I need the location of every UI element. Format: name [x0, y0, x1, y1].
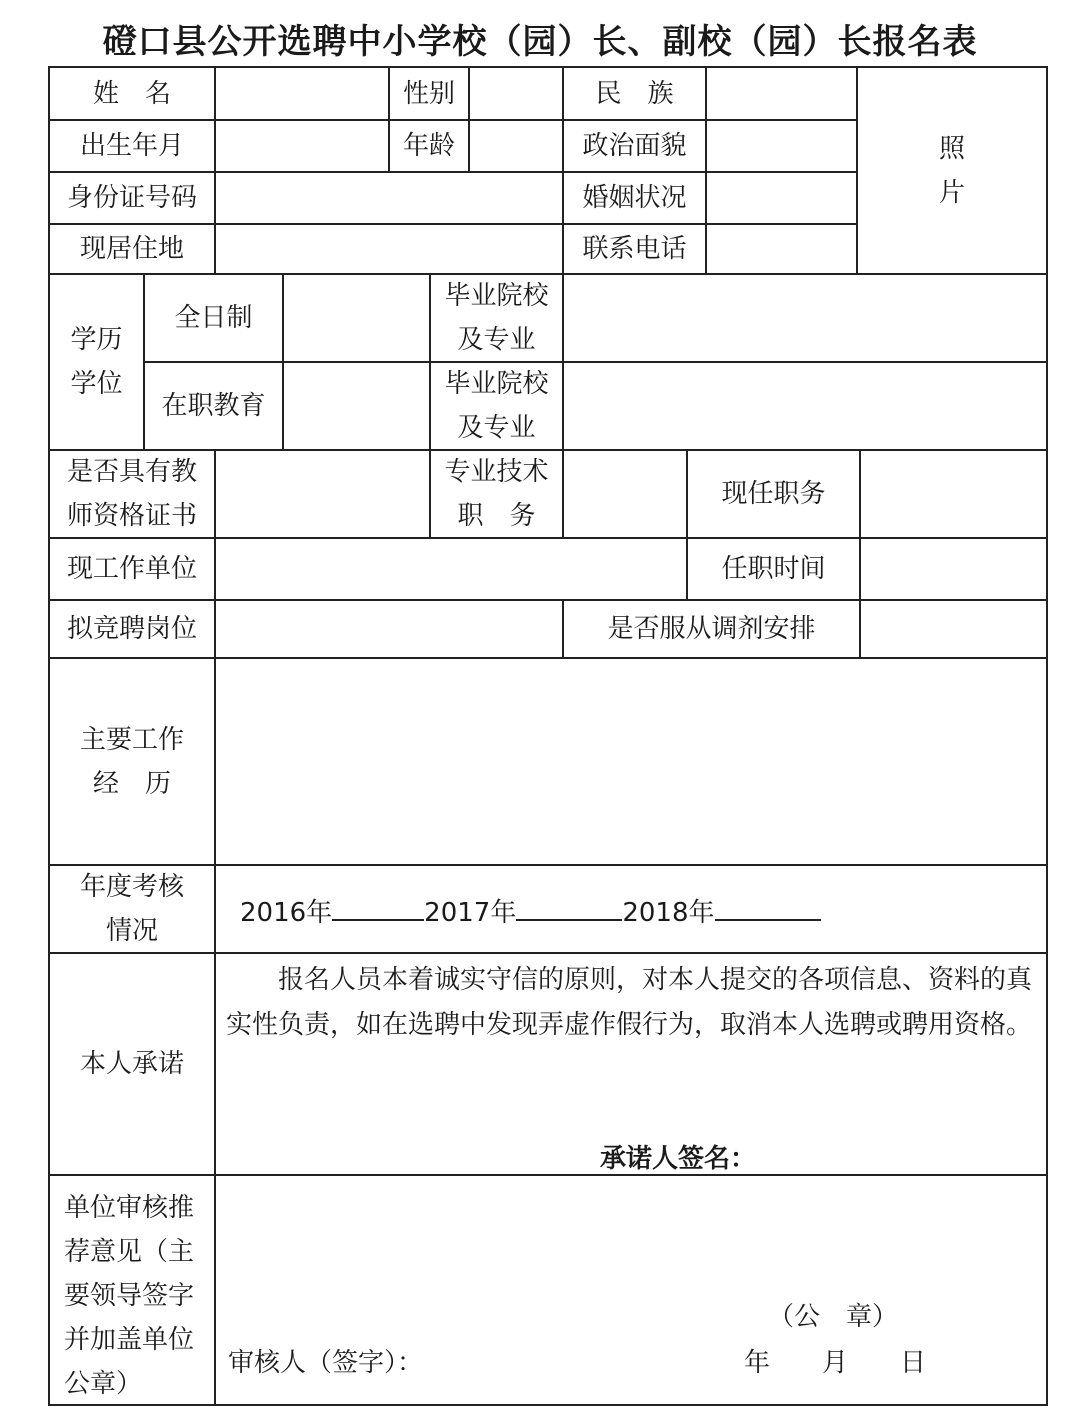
- gender-field[interactable]: [468, 66, 564, 121]
- label-school-line1: 毕业院校: [444, 281, 549, 311]
- label-birth: 出生年月: [48, 119, 216, 173]
- fulltime-school-field[interactable]: [562, 273, 1048, 363]
- photo-label-1: 照: [938, 133, 965, 164]
- experience-field[interactable]: [214, 657, 1048, 866]
- official-seal-label: （公 章）: [768, 1302, 899, 1332]
- photo-box[interactable]: [856, 66, 1048, 275]
- label-experience-line1: 主要工作: [79, 724, 184, 755]
- label-political: 政治面貌: [562, 119, 707, 173]
- label-work-unit: 现工作单位: [48, 537, 216, 601]
- year-2018-blank[interactable]: [715, 893, 821, 921]
- name-field[interactable]: [214, 66, 390, 121]
- pledge-signature: 承诺人签名：: [600, 1144, 757, 1174]
- label-inservice-school: [429, 361, 564, 451]
- label-id-number: 身份证号码: [48, 171, 216, 225]
- label-teacher-cert-line2: 师资格证书: [66, 501, 197, 531]
- form-title: 磴口县公开选聘中小学校（园）长、副校（园）长报名表: [102, 22, 978, 62]
- current-post-field[interactable]: [859, 449, 1048, 539]
- year-2016-blank[interactable]: [332, 893, 424, 921]
- label-prof-title-line2: 职 务: [457, 501, 536, 531]
- label-review: [48, 1174, 216, 1406]
- label-school-line2: 及专业: [457, 325, 536, 355]
- inservice-degree-field[interactable]: [282, 361, 431, 451]
- label-review-line5: 公章）: [64, 1369, 143, 1399]
- label-school-line1: 毕业院校: [444, 369, 549, 399]
- label-review-line2: 荐意见（主: [64, 1237, 195, 1267]
- marital-field[interactable]: [705, 171, 858, 225]
- label-appraisal-line2: 情况: [105, 916, 158, 946]
- fulltime-degree-field[interactable]: [282, 273, 431, 363]
- label-education-line2: 学位: [70, 369, 123, 399]
- label-current-post: 现任职务: [686, 449, 861, 539]
- photo-label-2: 片: [938, 177, 965, 208]
- label-phone: 联系电话: [562, 223, 707, 275]
- residence-field[interactable]: [214, 223, 564, 275]
- label-ethnicity: 民 族: [562, 66, 707, 121]
- label-education: [48, 273, 145, 451]
- label-review-line4: 并加盖单位: [64, 1325, 195, 1355]
- label-review-line1: 单位审核推: [64, 1193, 195, 1223]
- label-marital: 婚姻状况: [562, 171, 707, 225]
- year-2017-blank[interactable]: [516, 893, 622, 921]
- label-fulltime: 全日制: [143, 273, 284, 363]
- year-2017-label: 2017年: [424, 898, 517, 928]
- id-number-field[interactable]: [214, 171, 564, 225]
- political-field[interactable]: [705, 119, 858, 173]
- label-gender: 性别: [388, 66, 470, 121]
- label-residence: 现居住地: [48, 223, 216, 275]
- label-tenure: 任职时间: [686, 537, 861, 601]
- label-prof-title-line1: 专业技术: [444, 457, 549, 487]
- label-appraisal-line1: 年度考核: [79, 872, 184, 902]
- label-prof-title: [429, 449, 564, 539]
- label-name: 姓 名: [48, 66, 216, 121]
- label-teacher-cert-line1: 是否具有教: [66, 457, 197, 487]
- tenure-field[interactable]: [859, 537, 1048, 601]
- label-review-line3: 要领导签字: [64, 1281, 195, 1311]
- label-age: 年龄: [388, 119, 470, 173]
- label-school-line2: 及专业: [457, 413, 536, 443]
- phone-field[interactable]: [705, 223, 858, 275]
- accept-reassign-field[interactable]: [859, 599, 1048, 659]
- birth-field[interactable]: [214, 119, 390, 173]
- label-pledge: 本人承诺: [48, 952, 216, 1176]
- label-education-line1: 学历: [70, 325, 123, 355]
- work-unit-field[interactable]: [214, 537, 688, 601]
- label-appraisal: [48, 864, 216, 954]
- appraisal-years: [240, 892, 821, 929]
- label-experience-line2: 经 历: [92, 768, 171, 799]
- label-inservice: 在职教育: [143, 361, 284, 451]
- label-fulltime-school: [429, 273, 564, 363]
- age-field[interactable]: [468, 119, 564, 173]
- review-date: 年 月 日: [744, 1348, 927, 1378]
- year-2016-label: 2016年: [240, 898, 333, 928]
- teacher-cert-field[interactable]: [214, 449, 431, 539]
- reviewer-signature-label: 审核人（签字）：: [228, 1348, 424, 1378]
- label-target-post: 拟竞聘岗位: [48, 599, 216, 659]
- year-2018-label: 2018年: [622, 898, 715, 928]
- inservice-school-field[interactable]: [562, 361, 1048, 451]
- label-experience: [48, 657, 216, 866]
- prof-title-field[interactable]: [562, 449, 688, 539]
- label-teacher-cert: [48, 449, 216, 539]
- target-post-field[interactable]: [214, 599, 564, 659]
- ethnicity-field[interactable]: [705, 66, 858, 121]
- label-accept-reassign: 是否服从调剂安排: [562, 599, 861, 659]
- pledge-text: 报名人员本着诚实守信的原则，对本人提交的各项信息、资料的真实性负责，如在选聘中发现弄虚作假行为，取消本人选聘或聘用资格。: [226, 965, 1033, 1040]
